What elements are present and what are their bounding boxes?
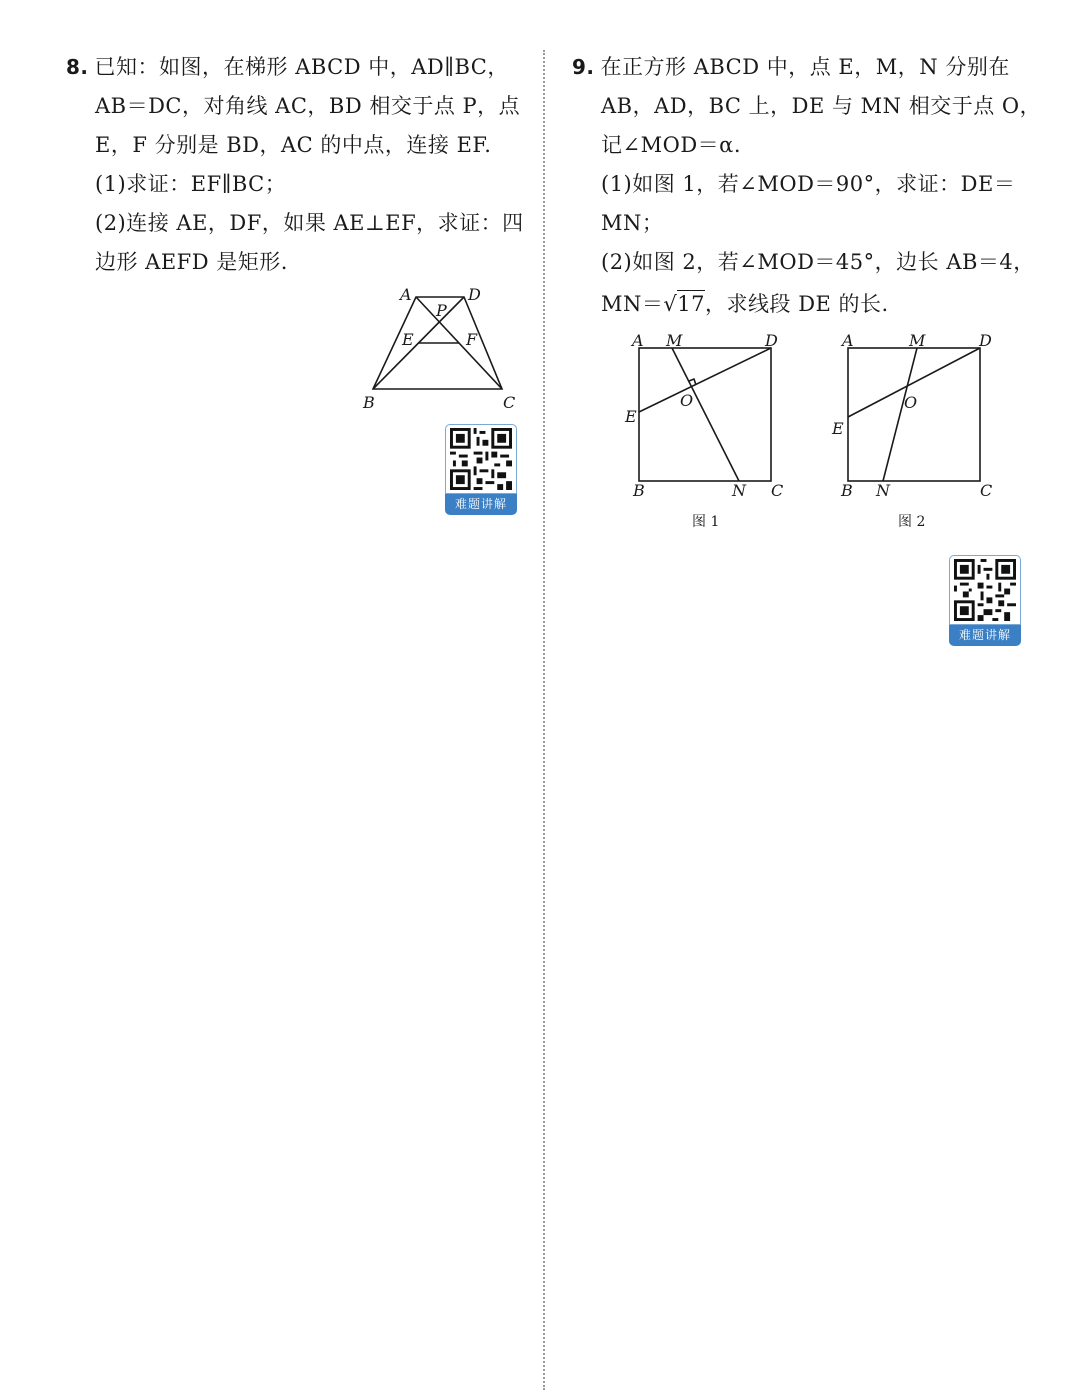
label-b: B <box>363 393 375 412</box>
fig1-label-m: M <box>666 331 683 350</box>
question-9-part-1: (1)如图 1，若∠MOD＝90°，求证：DE＝ <box>601 172 1016 196</box>
question-9-line-5: MN； <box>601 211 664 235</box>
square-abcd-fig2 <box>848 348 980 481</box>
question-9-part-2: (2)如图 2，若∠MOD＝45°，边长 AB＝4， <box>601 250 1035 274</box>
fig2-label-a: A <box>842 331 854 350</box>
fig2-label-o: O <box>904 393 918 412</box>
question-8-line-3: E，F 分别是 BD，AC 的中点，连接 EF. <box>95 133 492 157</box>
fig1-label-d: D <box>765 331 778 350</box>
qr-code-q9[interactable] <box>949 555 1021 647</box>
qr-label-q8: 难题讲解 <box>445 494 517 515</box>
figure-1-caption: 图 1 <box>692 514 720 530</box>
fig2-label-c: C <box>980 481 993 500</box>
fig1-label-n: N <box>732 481 746 500</box>
label-c: C <box>503 393 516 412</box>
figure-2-caption: 图 2 <box>898 514 926 530</box>
question-9 <box>572 48 1042 326</box>
label-f: F <box>466 330 478 349</box>
fig2-label-d: D <box>979 331 992 350</box>
fig1-label-c: C <box>771 481 784 500</box>
fig1-label-b: B <box>633 481 645 500</box>
question-9-number: 9. <box>572 55 595 79</box>
question-8-line-6: 边形 AEFD 是矩形. <box>95 250 288 274</box>
question-9-line-2: AB，AD，BC 上，DE 与 MN 相交于点 O， <box>601 94 1042 118</box>
figure-2 <box>830 330 1010 535</box>
qr-code-icon <box>450 428 512 490</box>
segment-de-fig1 <box>639 348 771 412</box>
mn-suffix: ，求线段 DE 的长. <box>705 292 889 316</box>
question-8-line-1: 已知：如图，在梯形 ABCD 中，AD∥BC， <box>94 55 509 79</box>
label-d: D <box>468 285 481 304</box>
question-9-line-3: 记∠MOD＝α. <box>601 133 742 157</box>
qr-code-icon <box>954 559 1016 621</box>
question-8 <box>66 48 526 282</box>
fig2-label-n: N <box>876 481 890 500</box>
fig2-label-b: B <box>841 481 853 500</box>
fig1-label-a: A <box>632 331 644 350</box>
question-9-line-1: 在正方形 ABCD 中，点 E，M，N 分别在 <box>600 55 1010 79</box>
question-8-part-2: (2)连接 AE，DF，如果 AE⊥EF，求证：四 <box>95 211 524 235</box>
fig1-label-e: E <box>625 407 637 426</box>
qr-code-q8[interactable] <box>445 424 517 516</box>
question-8-part-1: (1)求证：EF∥BC； <box>95 172 287 196</box>
label-p: P <box>436 301 447 320</box>
trapezoid-figure <box>360 282 530 417</box>
label-e: E <box>402 330 414 349</box>
label-a: A <box>400 285 412 304</box>
column-divider <box>543 50 545 1390</box>
sqrt-radicand: 17 <box>677 292 706 316</box>
sqrt-sign: √ <box>663 292 678 316</box>
figure-1 <box>620 330 800 535</box>
qr-label-q9: 难题讲解 <box>949 625 1021 646</box>
segment-mn-fig2 <box>883 348 917 481</box>
question-8-number: 8. <box>66 55 89 79</box>
mn-prefix: MN＝ <box>601 292 664 316</box>
question-9-line-7 <box>572 282 1034 326</box>
question-8-line-2: AB＝DC，对角线 AC，BD 相交于点 P，点 <box>95 94 521 118</box>
fig2-label-e: E <box>832 419 844 438</box>
fig2-label-m: M <box>909 331 926 350</box>
fig1-label-o: O <box>680 391 694 410</box>
